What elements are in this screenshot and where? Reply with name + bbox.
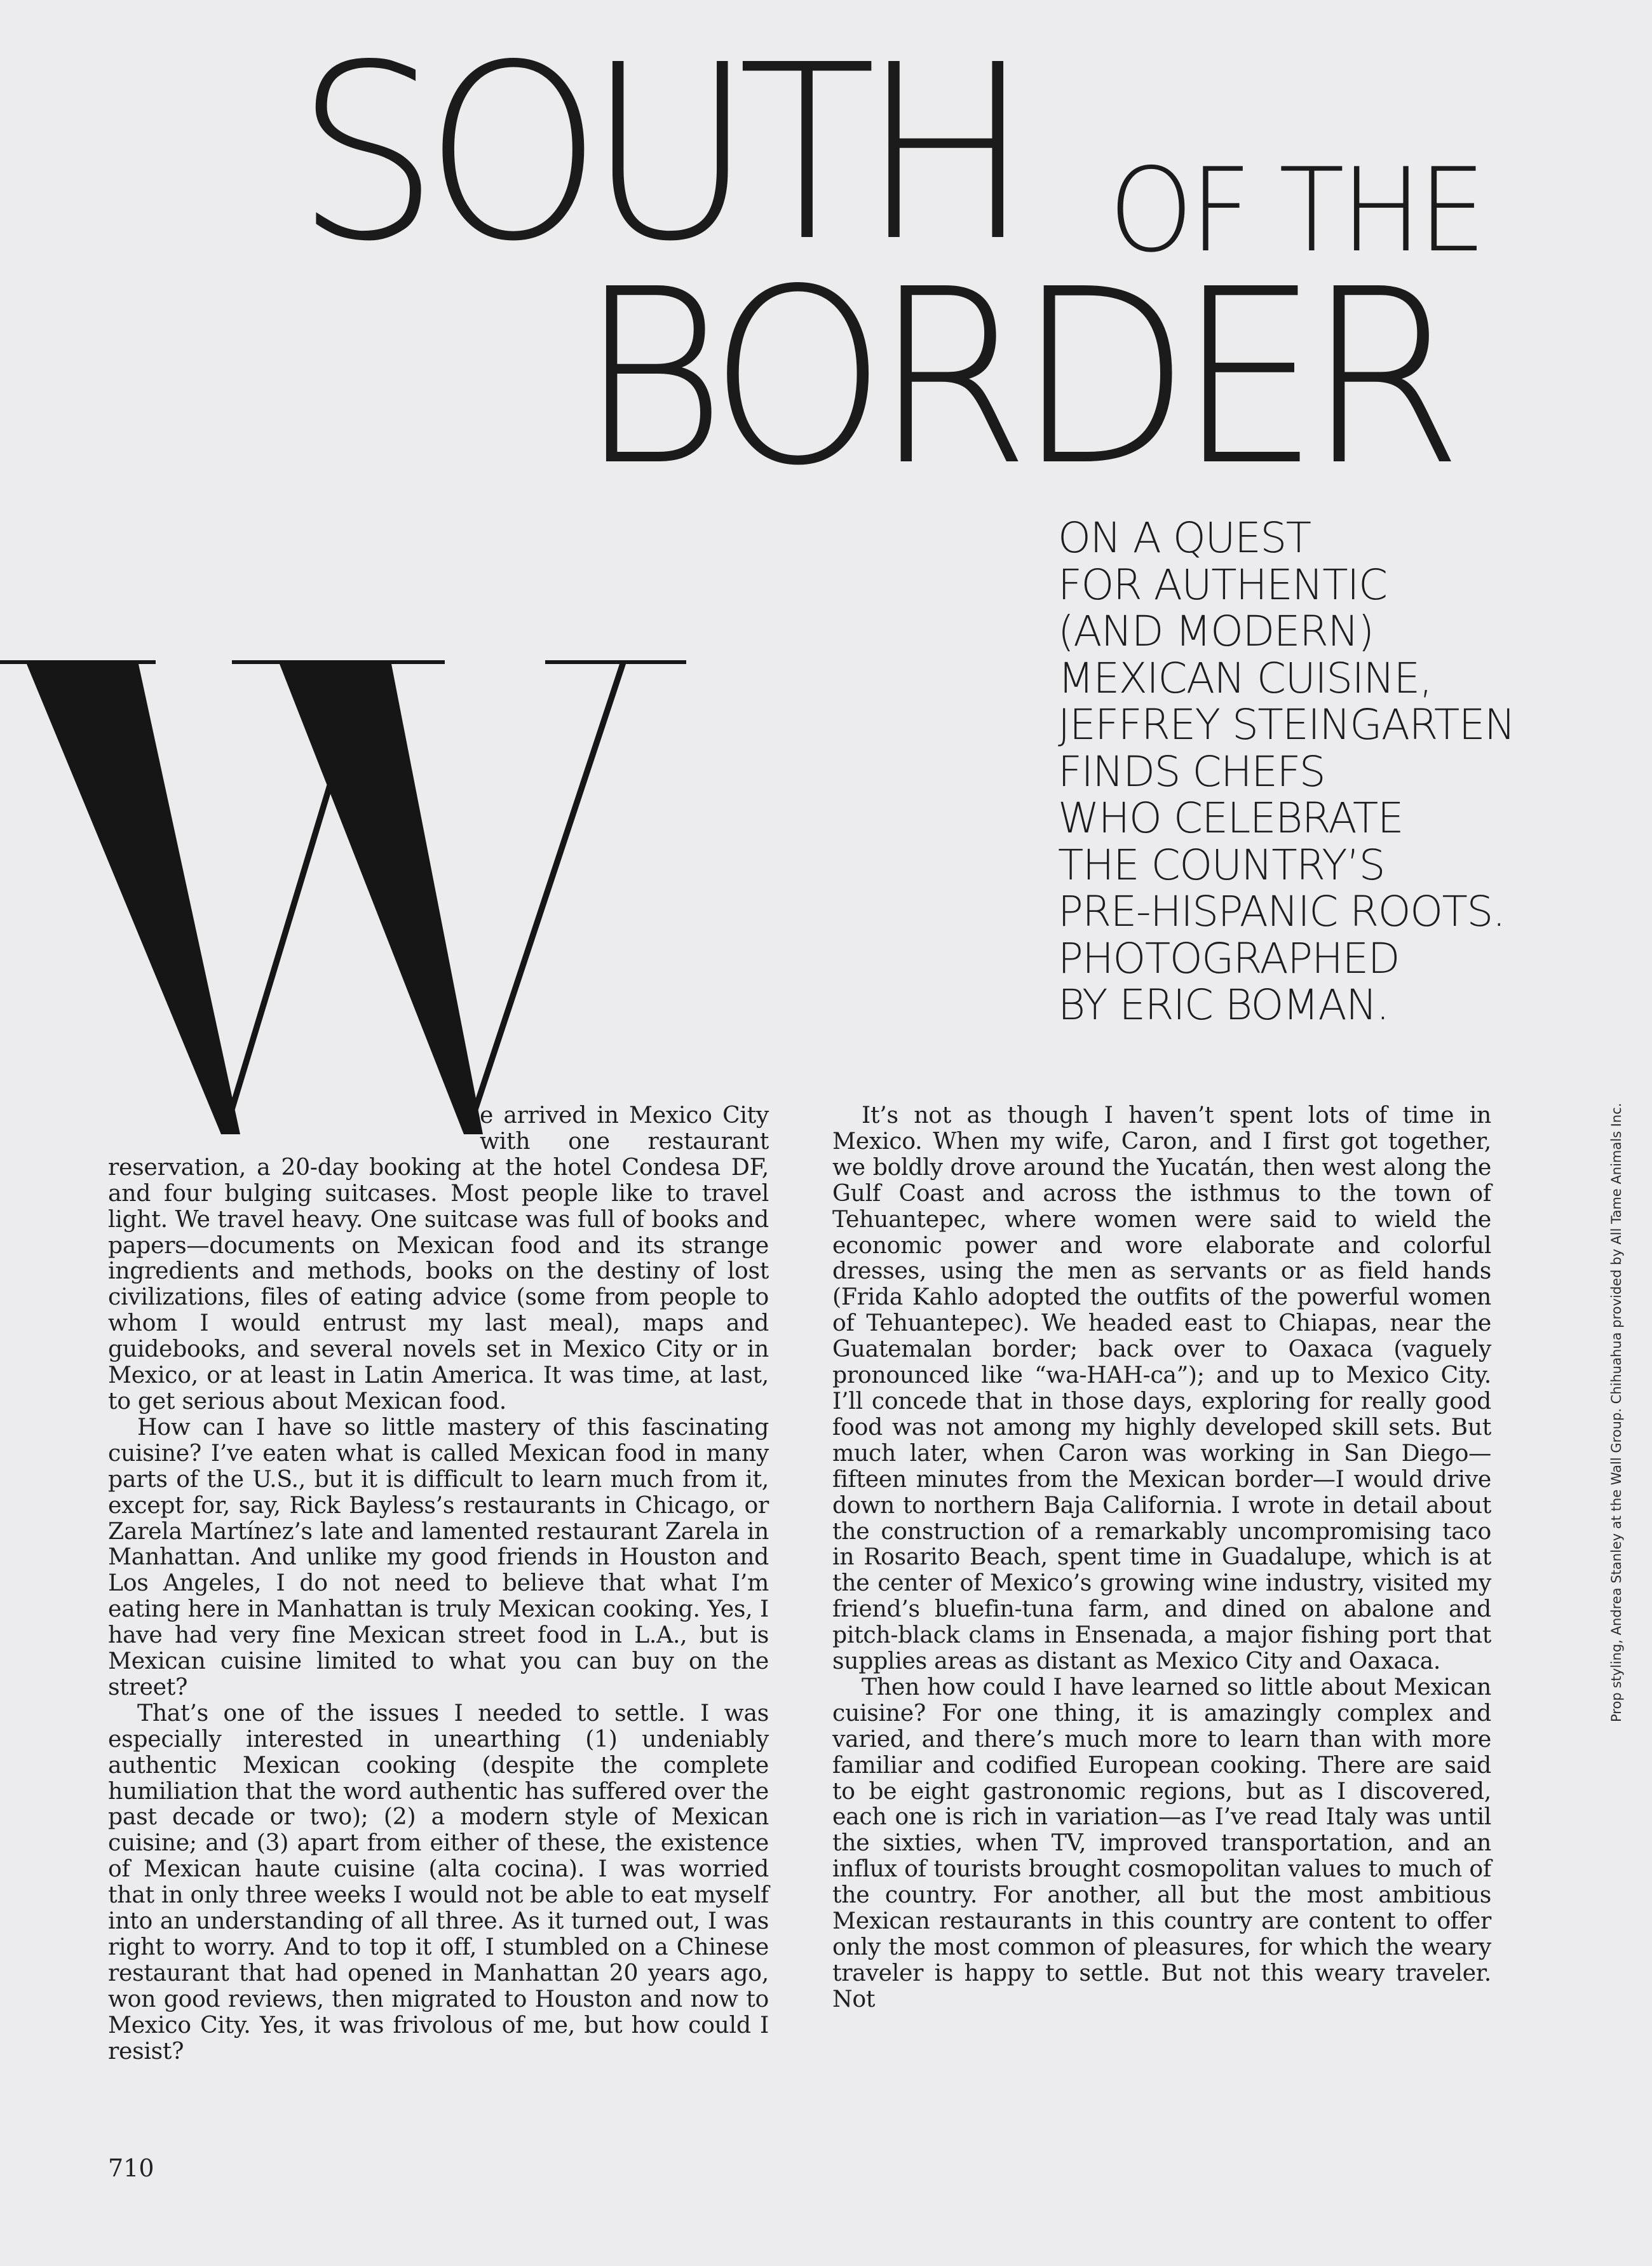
paragraph: Then how could I have learned so little about Mexican cuisine? For one thing, it is amazingly complex and varied, and there’s much more to learn than with more familiar and codified European cooking. There are said to be eight gastronomic regions, but as I discovered, each one is rich in variation—as I’ve read Italy was until the sixties, when TV, improved transportation, and an influx of tourists brought cosmopolitan values to much of the country. For another, all but the most ambitious Mexican restaurants in this country are content to offer only the most common of pleasures, for which the weary traveler is happy to settle. But not this weary traveler. Not xyxy=(832,1672,1491,2012)
paragraph: How can I have so little mastery of this fascinating cuisine? I’ve eaten what is called Mexican food in many parts of the U.S., but it is difficult to learn much from it, except for, say, Rick Bayless’s restaurants in Chicago, or Zarela Martínez’s late and lamented restaurant Zarela in Manhattan. And unlike my good friends in Houston and Los Angeles, I do not need to believe that what I’m eating here in Manhattan is truly Mexican cooking. Yes, I have had very fine Mexican street food in L.A., but is Mexican cuisine limited to what you can buy on the street? xyxy=(108,1413,769,1700)
paragraph: That’s one of the issues I needed to settle. I was especially interested in unearthing (1) undeniably authentic Mexican cooking (despite the complete humiliation that the word authentic has suffered over the past decade or two); (2) a modern style of Mexican cuisine; and (3) apart from either of these, the existence of Mexican haute cuisine (alta cocina). I was worried that in only three weeks I would not be able to eat myself into an understanding of all three. As it turned out, I was right to worry. And to top it off, I stumbled on a Chinese restaurant that had opened in Manhattan 20 years ago, won good reviews, then migrated to Houston and now to Mexico City. Yes, it was frivolous of me, but how could I resist? xyxy=(108,1699,769,2065)
article-deck: ON A QUEST FOR AUTHENTIC (AND MODERN) MEXICAN CUISINE, JEFFREY STEINGARTEN FINDS CHEFS WHO CELEBRATE THE COUNTRY’S PRE-HISPANIC ROOTS. PHOTOGRAPHED BY ERIC BOMAN. xyxy=(1058,513,1515,1029)
page-number: 710 xyxy=(108,2154,154,2182)
photo-credit: Prop styling, Andrea Stanley at the Wall Group. Chihuahua provided by All Tame Animals Inc. xyxy=(1609,1102,1624,1722)
drop-cap-w xyxy=(0,566,693,1172)
paragraph: It’s not as though I haven’t spent lots of time in Mexico. When my wife, Caron, and I first got together, we boldly drove around the Yucatán, then west along the Gulf Coast and across the isthmus to the town of Tehuantepec, where women were said to wield the economic power and wore elaborate and colorful dresses, using the men as servants or as field hands (Frida Kahlo adopted the outfits of the powerful women of Tehuantepec). We headed east to Chiapas, near the Guatemalan border; back over to Oaxaca (vaguely pronounced like “wa-HAH-ca”); and up to Mexico City. I’ll concede that in those days, exploring for really good food was not among my highly developed skill sets. But much later, when Caron was working in San Diego—fifteen minutes from the Mexican border—I would drive down to northern Baja California. I wrote in detail about the construction of a remarkably uncompromising taco in Rosarito Beach, spent time in Guadalupe, which is at the center of Mexico’s growing wine industry, visited my friend’s bluefin-tuna farm, and dined on abalone and pitch-black clams in Ensenada, a major fishing port that supplies areas as distant as Mexico City and Oaxaca. xyxy=(832,1101,1491,1675)
headline-border: BORDER xyxy=(578,237,1449,519)
paragraph: e arrived in Mexico City with one restaurant reservation, a 20-day booking at the hotel Condesa DF, and four bulging suitcases. Most people like to travel light. We travel heavy. One suitcase was full of books and papers—documents on Mexican food and its strange ingredients and methods, books on the destiny of lost civilizations, files of eating advice (some from people to whom I would entrust my last meal), maps and guidebooks, and several novels set in Mexico City or in Mexico, or at least in Latin America. It was time, at last, to get serious about Mexican food. xyxy=(108,1101,769,1415)
headline-of-the: OF THE xyxy=(1109,143,1483,278)
article-column-right xyxy=(832,1102,1491,2012)
headline-south: SOUTH xyxy=(295,13,1016,294)
article-column-left xyxy=(108,1102,769,2065)
